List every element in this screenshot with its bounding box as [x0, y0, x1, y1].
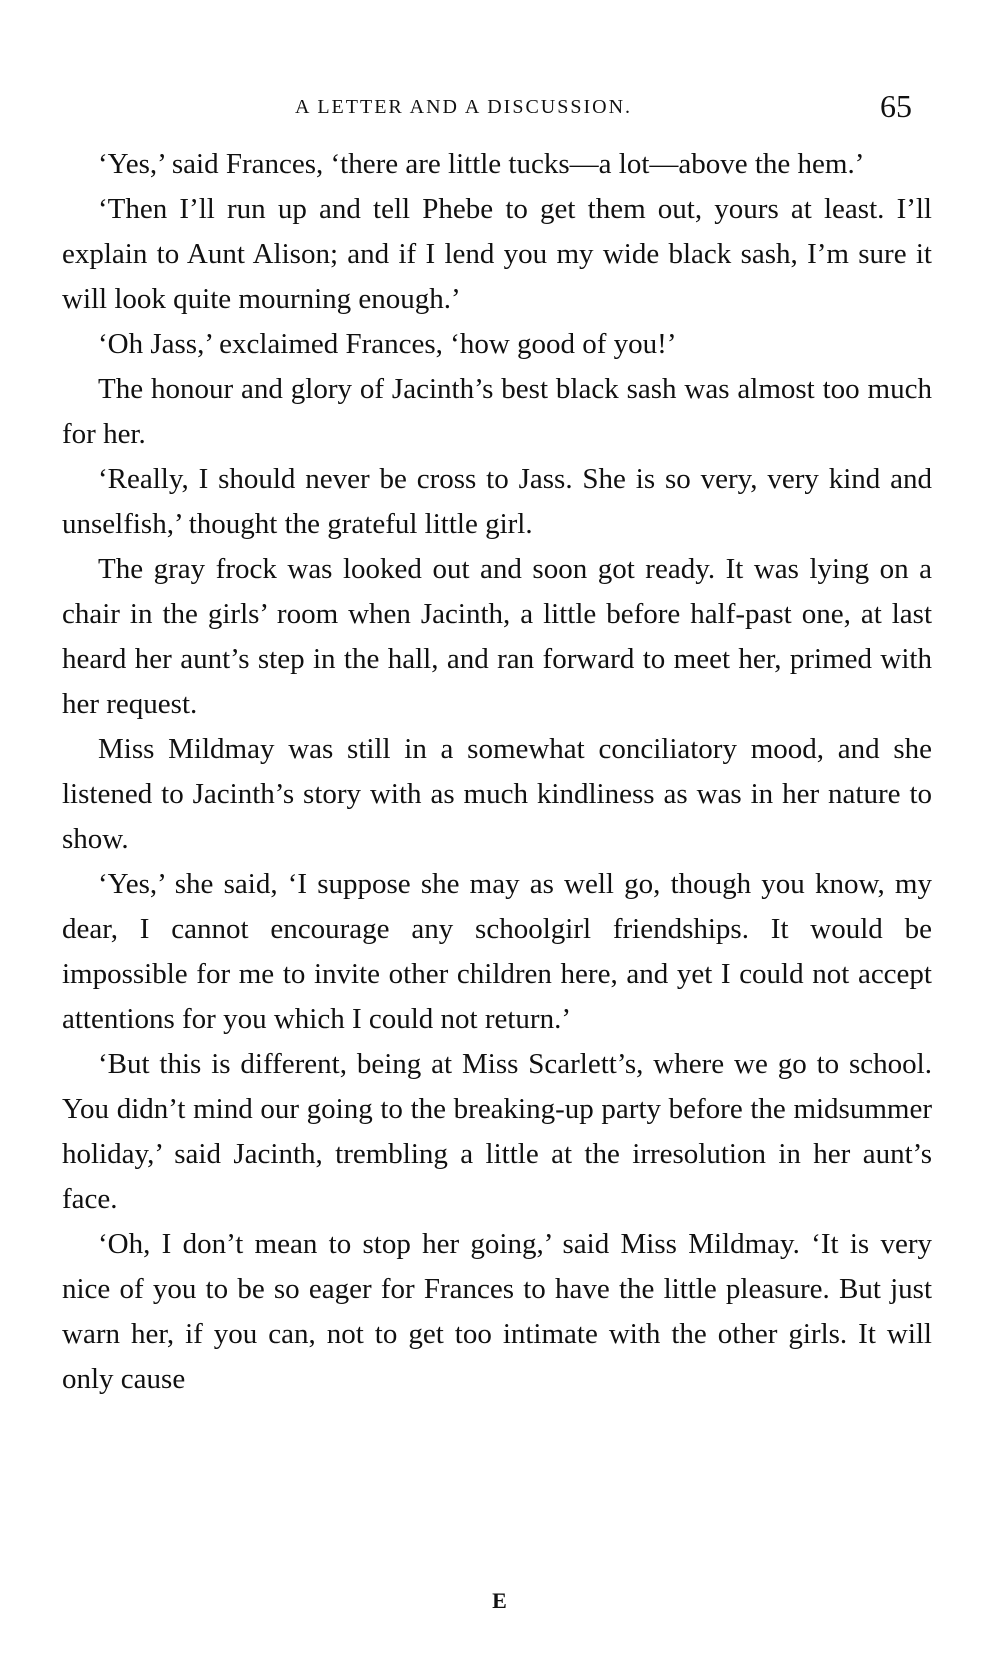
paragraph: ‘Yes,’ she said, ‘I suppose she may as well go, though you know, my dear, I cannot encourage any schoolgirl friendships. It would be impossible for me to invite other children here, and yet I could not accept attentions for you which I could not return.’ — [62, 868, 932, 1035]
paragraph: ‘Oh Jass,’ exclaimed Frances, ‘how good of you!’ — [98, 328, 677, 360]
paragraph: ‘Really, I should never be cross to Jass. She is so very, very kind and unselfish,’ thought the grateful little girl. — [62, 463, 932, 540]
body-text — [62, 142, 932, 1402]
running-title: A LETTER AND A DISCUSSION. — [295, 96, 633, 118]
paragraph: Miss Mildmay was still in a somewhat conciliatory mood, and she listened to Jacinth’s story with as much kindliness as was in her nature to show. — [62, 733, 932, 855]
paragraph: The gray frock was looked out and soon got ready. It was lying on a chair in the girls’ room when Jacinth, a little before half-past one, at last heard her aunt’s step in the hall, and ran forward to meet her, primed with her request. — [62, 553, 932, 720]
signature-mark: E — [492, 1588, 508, 1613]
paragraph: ‘But this is different, being at Miss Scarlett’s, where we go to school. You didn’t mind our going to the breaking-up party before the midsummer holiday,’ said Jacinth, trembling a little at the irresolution in her aunt’s face. — [62, 1048, 932, 1215]
paragraph: The honour and glory of Jacinth’s best black sash was almost too much for her. — [62, 373, 932, 450]
paragraph: ‘Then I’ll run up and tell Phebe to get them out, yours at least. I’ll explain to Aunt Alison; and if I lend you my wide black sash, I’m sure it will look quite mourning enough.’ — [62, 193, 932, 315]
paragraph: ‘Oh, I don’t mean to stop her going,’ said Miss Mildmay. ‘It is very nice of you to be so eager for Frances to have the little pleasure. But just warn her, if you can, not to get too intimate with the other girls. It will only cause — [62, 1228, 932, 1395]
page-number: 65 — [880, 88, 912, 124]
running-head — [0, 88, 1000, 128]
paragraph: ‘Yes,’ said Frances, ‘there are little tucks—a lot—above the hem.’ — [98, 148, 865, 180]
